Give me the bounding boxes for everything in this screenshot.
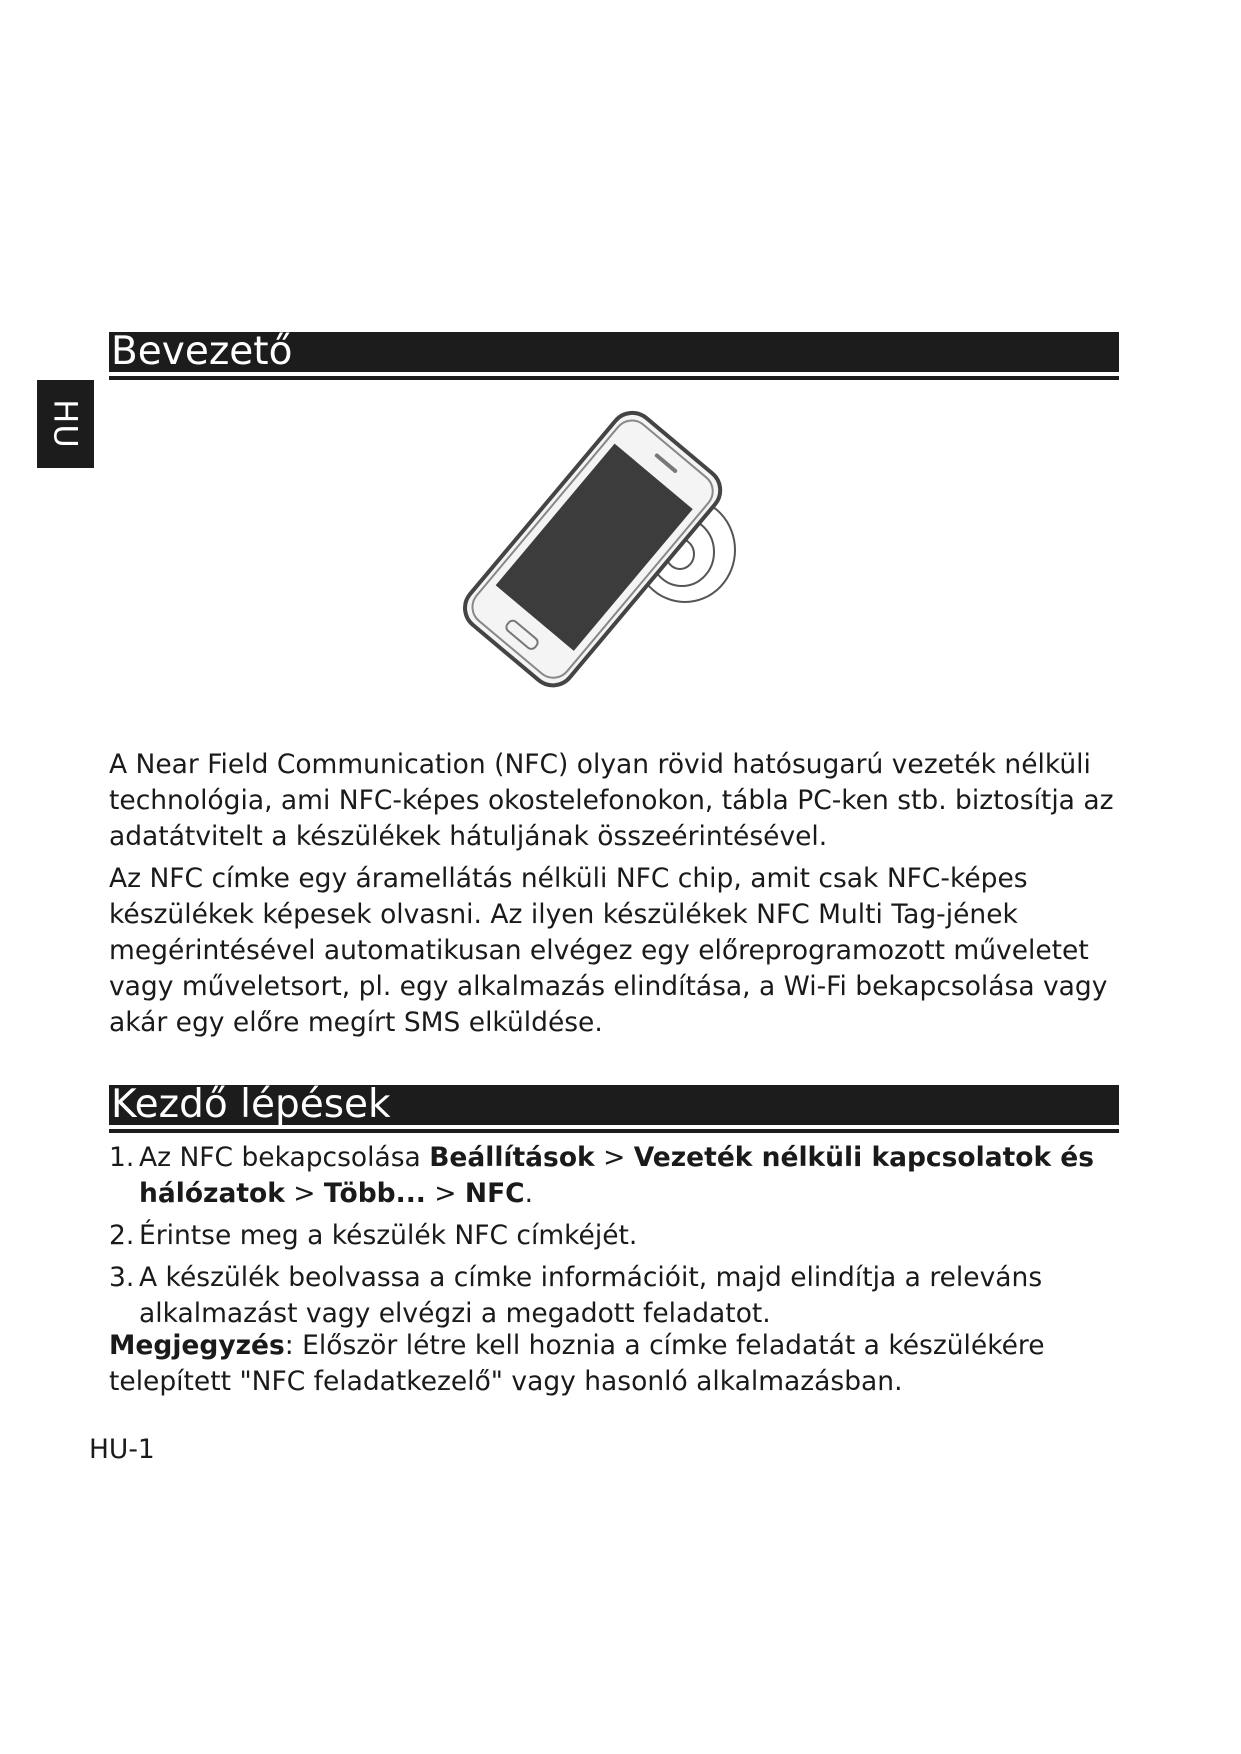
intro-paragraph-1: A Near Field Communication (NFC) olyan rövid hatósugarú vezeték nélküli technológia, ami NFC-képes okostelefonokon, tábla PC-ken stb. biztosítja az adatátvitelt a készülékek hátuljának összeérintésével. <box>109 749 1114 852</box>
step-3 <box>109 1260 1139 1332</box>
step-1-number: 1. <box>109 1142 135 1173</box>
section-heading-intro <box>109 329 1119 376</box>
steps-list <box>109 1140 1139 1338</box>
section-heading-getting-started <box>109 1082 1119 1129</box>
page-number: HU-1 <box>89 1434 155 1465</box>
language-tab-label: HU <box>46 399 85 449</box>
step-1-nfc: NFC <box>464 1178 525 1209</box>
step-2-number: 2. <box>109 1220 135 1251</box>
step-1-suffix: . <box>524 1178 534 1209</box>
getting-started-heading-text: Kezdő lépések <box>111 1082 391 1127</box>
step-1-sep-3: > <box>425 1178 465 1209</box>
intro-paragraph-2: Az NFC címke egy áramellátás nélküli NFC chip, amit csak NFC-képes készülékek képesek olvasni. Az ilyen készülékek NFC Multi Tag-jének megérintésével automatikusan elvégez egy előreprogramozott műveletet vagy műveletsort, pl. egy alkalmazás elindítása, a Wi-Fi bekapcsolása vagy akár egy előre megírt SMS elküldése. <box>109 863 1108 1038</box>
step-2 <box>109 1218 1139 1254</box>
step-1-sep-2: > <box>284 1178 324 1209</box>
step-1-more: Több... <box>323 1178 426 1209</box>
step-1-sep-1: > <box>594 1142 634 1173</box>
note-text: : Először létre kell hoznia a címke feladatát a készülékére telepített "NFC feladatkezelő" vagy hasonló alkalmazásban. <box>109 1330 1045 1397</box>
note <box>109 1328 1139 1400</box>
step-2-text: Érintse meg a készülék NFC címkéjét. <box>139 1220 638 1251</box>
phone-touching-nfc-tag-icon <box>460 410 760 690</box>
step-3-number: 3. <box>109 1262 135 1293</box>
step-1 <box>109 1140 1139 1212</box>
step-1-wireless: Vezeték nélküli kapcsolatok és hálózatok <box>139 1142 1095 1209</box>
step-1-settings: Beállítások <box>429 1142 595 1173</box>
language-tab <box>37 380 94 468</box>
step-1-prefix: Az NFC bekapcsolása <box>139 1142 430 1173</box>
note-label: Megjegyzés <box>109 1330 285 1361</box>
step-1-text <box>139 1140 1139 1212</box>
intro-heading-text: Bevezető <box>111 329 293 374</box>
step-3-text: A készülék beolvassa a címke információit, majd elindítja a releváns alkalmazást vagy elvégzi a megadott feladatot. <box>139 1262 1043 1329</box>
